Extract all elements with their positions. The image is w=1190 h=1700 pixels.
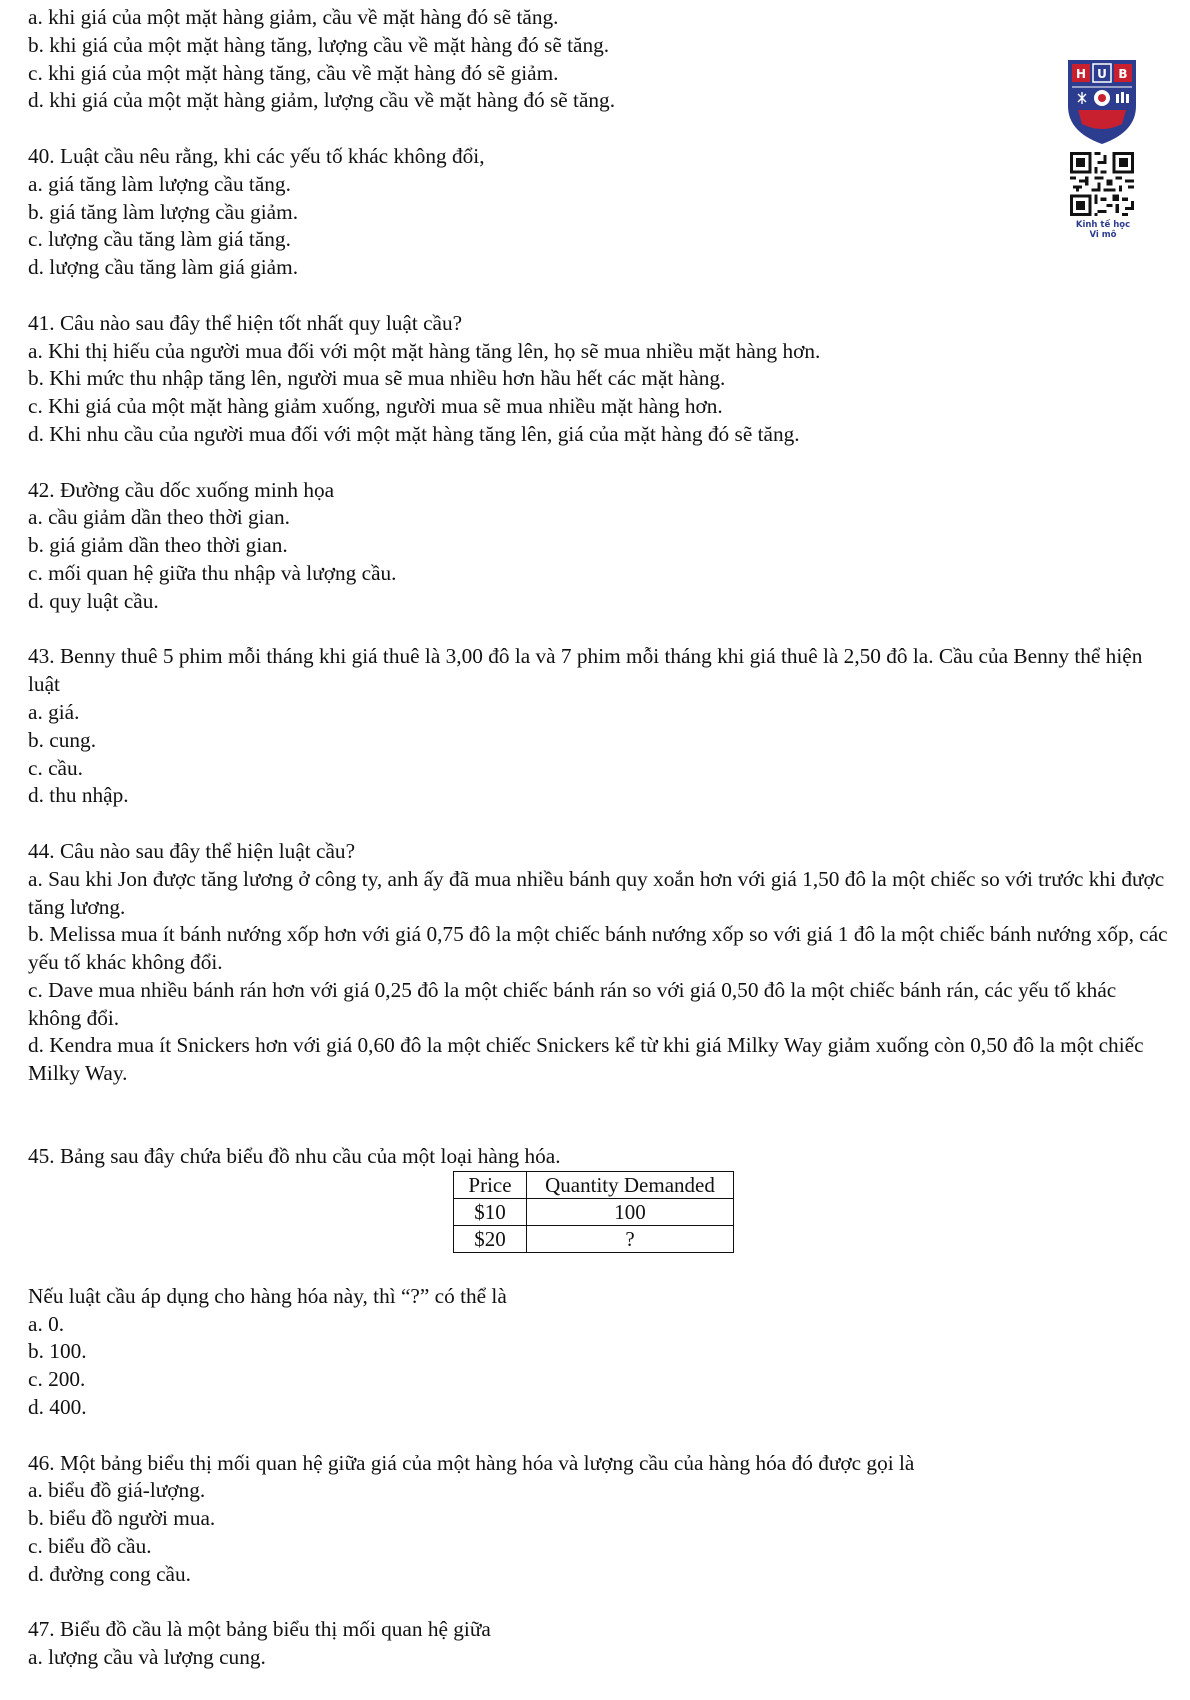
question-stem: 44. Câu nào sau đây thể hiện luật cầu?: [28, 838, 356, 863]
caption-line-2: Vi mô: [1089, 230, 1117, 240]
demand-schedule-table: [453, 1171, 734, 1253]
option-b: b. giá giảm dần theo thời gian.: [28, 533, 288, 558]
option-a: a. cầu giảm dần theo thời gian.: [28, 505, 291, 530]
option-a: a. 0.: [28, 1311, 65, 1336]
option-b: b. 100.: [28, 1339, 87, 1364]
question-47: [28, 1616, 1168, 1672]
question-stem: 43. Benny thuê 5 phim mỗi tháng khi giá thuê là 3,00 đô la và 7 phim mỗi tháng khi giá thuê là 2,50 đô la. Cầu của Benny thể hiện luật: [28, 644, 1143, 697]
option-a: a. khi giá của một mặt hàng giảm, cầu về mặt hàng đó sẽ tăng.: [28, 5, 559, 29]
option-a: a. Sau khi Jon được tăng lương ở công ty, anh ấy đã mua nhiều bánh quy xoắn hơn với giá 1,50 đô la một chiếc so với trước khi được tăng lương.: [28, 866, 1165, 919]
option-b: b. khi giá của một mặt hàng tăng, lượng cầu về mặt hàng đó sẽ tăng.: [28, 32, 610, 57]
option-d: d. Khi nhu cầu của người mua đối với một mặt hàng tăng lên, giá của mặt hàng đó sẽ tăng.: [28, 421, 800, 446]
option-b: b. Khi mức thu nhập tăng lên, người mua sẽ mua nhiều hơn hầu hết các mặt hàng.: [28, 366, 726, 391]
qr-code-icon: [1070, 152, 1134, 216]
option-b: b. giá tăng làm lượng cầu giảm.: [28, 199, 299, 224]
question-stem: 40. Luật cầu nêu rằng, khi các yếu tố khác không đổi,: [28, 143, 485, 168]
question-stem: 46. Một bảng biểu thị mối quan hệ giữa giá của một hàng hóa và lượng cầu của hàng hóa đó được gọi là: [28, 1450, 915, 1475]
option-c: c. 200.: [28, 1367, 86, 1392]
logo-letter-h: H: [1075, 67, 1087, 81]
table-header-quantity: Quantity Demanded: [527, 1171, 734, 1198]
option-c: c. biểu đồ cầu.: [28, 1534, 152, 1559]
option-d: d. Kendra mua ít Snickers hơn với giá 0,60 đô la một chiếc Snickers kể từ khi giá Milky Way giảm xuống còn 0,50 đô la một chiếc Milky Way.: [28, 1033, 1144, 1086]
question-40: [28, 143, 1168, 282]
option-c: c. khi giá của một mặt hàng tăng, cầu về mặt hàng đó sẽ giảm.: [28, 60, 559, 85]
logo-letter-b: B: [1118, 67, 1128, 81]
question-stem: 42. Đường cầu dốc xuống minh họa: [28, 477, 335, 502]
table-cell-price: $20: [454, 1225, 527, 1252]
option-c: c. mối quan hệ giữa thu nhập và lượng cầu.: [28, 560, 397, 585]
option-d: d. đường cong cầu.: [28, 1561, 191, 1586]
option-c: c. lượng cầu tăng làm giá tăng.: [28, 227, 291, 252]
option-c: c. cầu.: [28, 755, 83, 780]
option-a: a. giá tăng làm lượng cầu tăng.: [28, 171, 291, 196]
question-44: [28, 838, 1168, 1088]
question-43: [28, 643, 1168, 810]
table-header-row: [454, 1171, 734, 1198]
table-row: [454, 1225, 734, 1252]
option-a: a. biểu đồ giá-lượng.: [28, 1478, 206, 1503]
hub-logo-icon: [1064, 54, 1140, 146]
option-a: a. Khi thị hiếu của người mua đối với một mặt hàng tăng lên, họ sẽ mua nhiều mặt hàng hơn.: [28, 338, 821, 363]
question-45: [28, 1143, 1168, 1422]
option-b: b. Melissa mua ít bánh nướng xốp hơn với giá 0,75 đô la một chiếc bánh nướng xốp so với giá 1 đô la một chiếc bánh nướng xốp, các yếu tố khác không đổi.: [28, 922, 1168, 975]
question-42: [28, 477, 1168, 616]
course-caption: [1060, 220, 1146, 240]
option-a: a. giá.: [28, 699, 80, 724]
question-stem: 47. Biểu đồ cầu là một bảng biểu thị mối quan hệ giữa: [28, 1617, 491, 1642]
option-d: d. 400.: [28, 1395, 87, 1420]
option-c: c. Dave mua nhiều bánh rán hơn với giá 0,25 đô la một chiếc bánh rán so với giá 0,50 đô la một chiếc bánh rán, các yếu tố khác không đổi.: [28, 977, 1117, 1030]
table-row: [454, 1198, 734, 1225]
option-d: d. quy luật cầu.: [28, 588, 159, 613]
header-corner: [1060, 54, 1150, 254]
option-d: d. thu nhập.: [28, 783, 129, 808]
table-cell-price: $10: [454, 1198, 527, 1225]
question-stem: 41. Câu nào sau đây thể hiện tốt nhất quy luật cầu?: [28, 310, 463, 335]
option-c: c. Khi giá của một mặt hàng giảm xuống, người mua sẽ mua nhiều mặt hàng hơn.: [28, 394, 723, 419]
table-cell-quantity: ?: [527, 1225, 734, 1252]
logo-letter-u: U: [1097, 67, 1107, 81]
option-d: d. lượng cầu tăng làm giá giảm.: [28, 255, 299, 280]
table-header-price: Price: [454, 1171, 527, 1198]
option-a: a. lượng cầu và lượng cung.: [28, 1645, 266, 1670]
option-b: b. biểu đồ người mua.: [28, 1506, 216, 1531]
question-stem: 45. Bảng sau đây chứa biểu đồ nhu cầu của một loại hàng hóa.: [28, 1144, 561, 1169]
question-39-options: [28, 4, 1168, 115]
question-46: [28, 1450, 1168, 1589]
option-d: d. khi giá của một mặt hàng giảm, lượng cầu về mặt hàng đó sẽ tăng.: [28, 88, 616, 113]
question-41: [28, 310, 1168, 449]
document-page: [28, 4, 1168, 1700]
table-cell-quantity: 100: [527, 1198, 734, 1225]
option-b: b. cung.: [28, 727, 97, 752]
caption-line-1: Kinh tế học: [1075, 220, 1131, 230]
question-text: Nếu luật cầu áp dụng cho hàng hóa này, thì “?” có thể là: [28, 1283, 507, 1308]
